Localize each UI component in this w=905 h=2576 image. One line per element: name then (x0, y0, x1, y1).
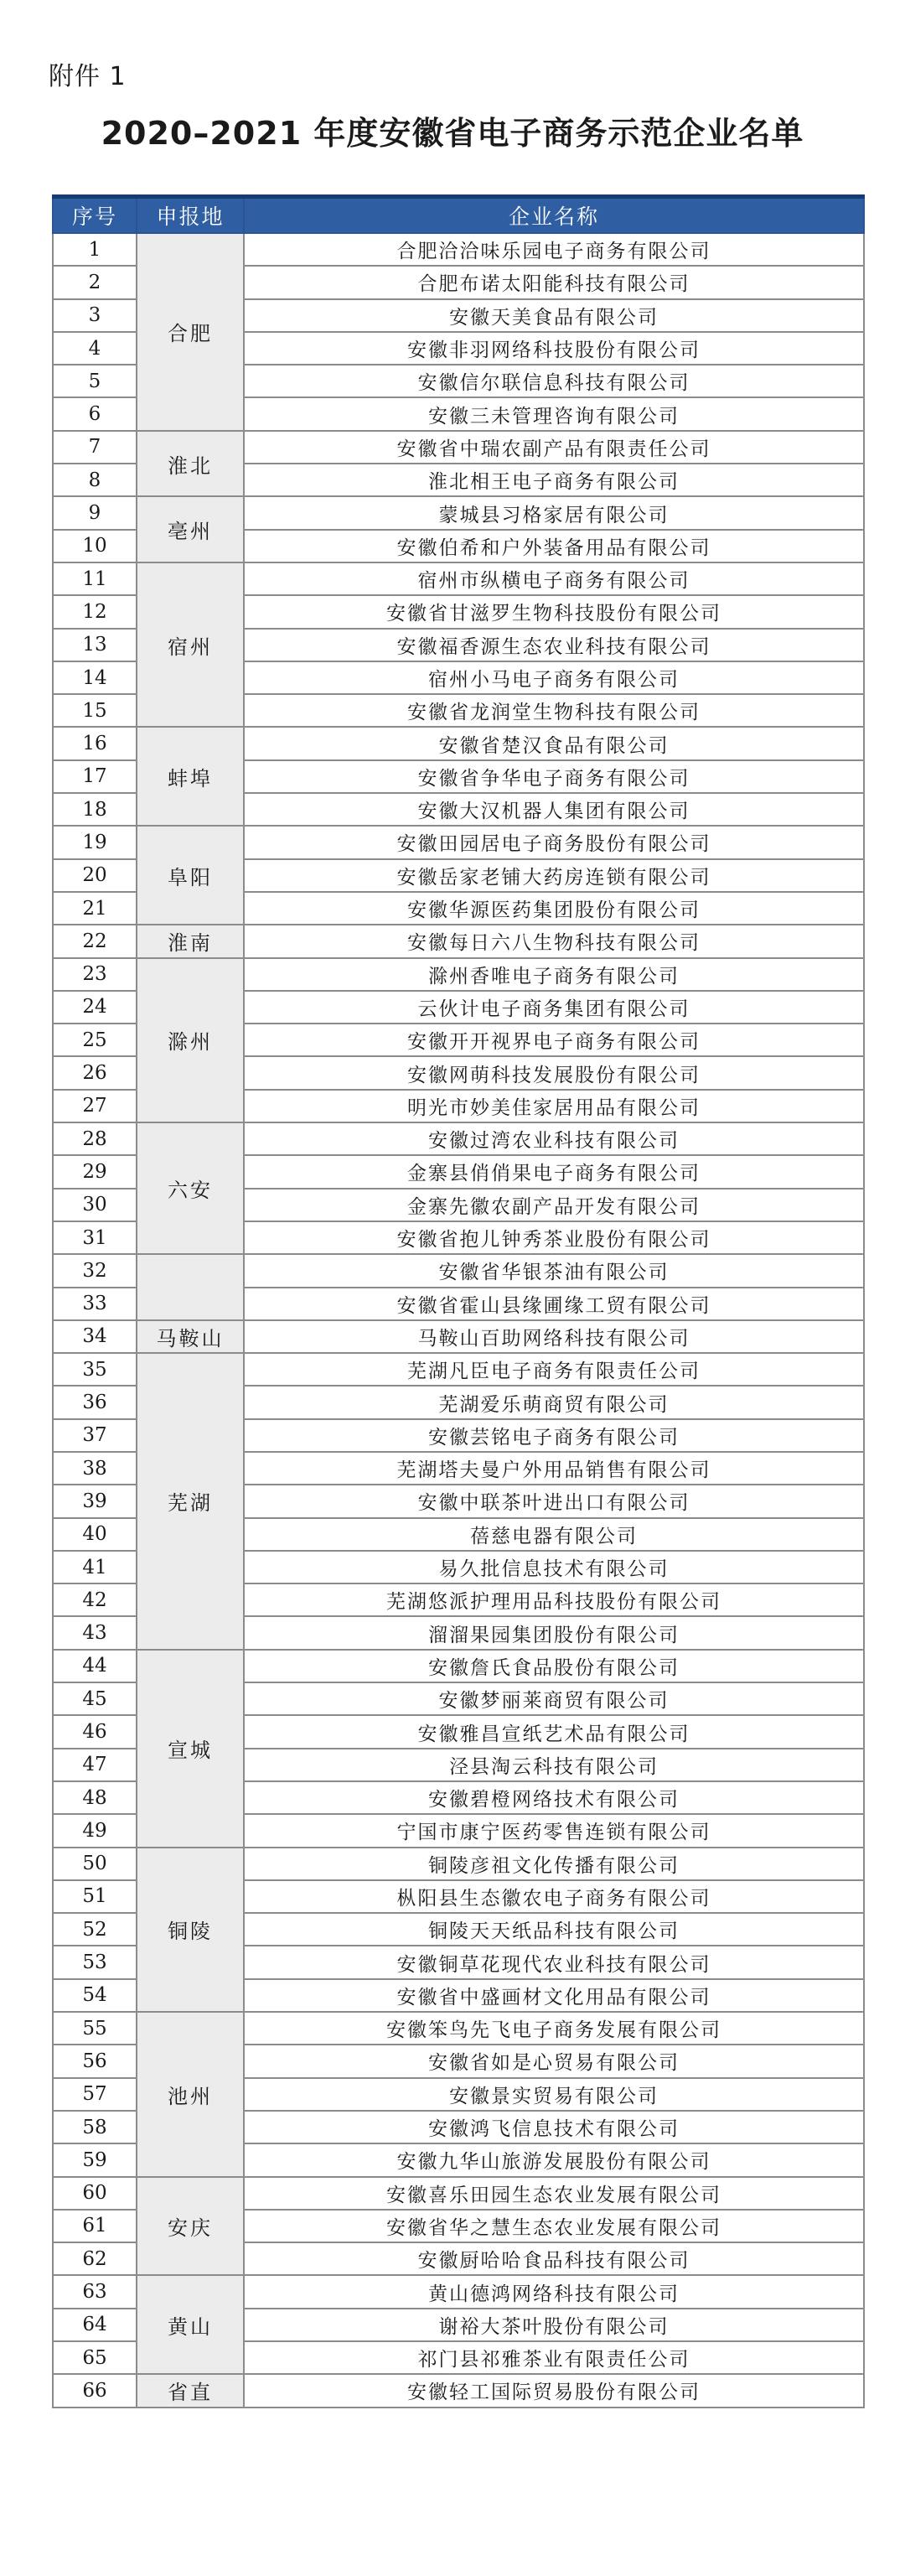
row-number: 26 (53, 1056, 137, 1089)
table-row (53, 727, 864, 759)
company-name: 祁门县祁雅茶业有限责任公司 (244, 2341, 864, 2374)
row-number: 52 (53, 1913, 137, 1946)
region-cell: 合肥 (137, 233, 244, 431)
region-cell: 阜阳 (137, 826, 244, 925)
region-cell: 滁州 (137, 958, 244, 1122)
company-name: 安徽岳家老铺大药房连锁有限公司 (244, 859, 864, 892)
company-name: 安徽省华银茶油有限公司 (244, 1254, 864, 1287)
table-row (53, 562, 864, 595)
company-name: 安徽梦丽莱商贸有限公司 (244, 1682, 864, 1715)
company-name: 安徽詹氏食品股份有限公司 (244, 1650, 864, 1682)
row-number: 7 (53, 431, 137, 464)
company-name: 安徽网萌科技发展股份有限公司 (244, 1056, 864, 1089)
company-table (52, 194, 865, 2408)
company-name: 安徽省中盛画材文化用品有限公司 (244, 1979, 864, 2012)
company-name: 滁州香唯电子商务有限公司 (244, 958, 864, 991)
company-name: 安徽天美食品有限公司 (244, 299, 864, 332)
row-number: 33 (53, 1288, 137, 1320)
company-name: 安徽省甘滋罗生物科技股份有限公司 (244, 595, 864, 628)
row-number: 18 (53, 793, 137, 826)
company-name: 安徽省如是心贸易有限公司 (244, 2045, 864, 2077)
company-name: 蓓慈电器有限公司 (244, 1518, 864, 1551)
row-number: 60 (53, 2177, 137, 2210)
row-number: 55 (53, 2012, 137, 2045)
company-name: 安徽省抱儿钟秀茶业股份有限公司 (244, 1221, 864, 1254)
row-number: 57 (53, 2078, 137, 2111)
region-cell: 亳州 (137, 496, 244, 562)
row-number: 35 (53, 1353, 137, 1386)
table-row (53, 1848, 864, 1880)
attachment-label: 附件 1 (49, 62, 127, 91)
table-row (53, 2374, 864, 2407)
row-number: 6 (53, 397, 137, 430)
row-number: 25 (53, 1024, 137, 1056)
row-number: 41 (53, 1551, 137, 1583)
region-cell: 淮南 (137, 925, 244, 957)
row-number: 20 (53, 859, 137, 892)
table-body (53, 233, 864, 2408)
company-name: 安徽大汉机器人集团有限公司 (244, 793, 864, 826)
row-number: 48 (53, 1781, 137, 1814)
company-name: 合肥布诺太阳能科技有限公司 (244, 266, 864, 298)
company-name: 安徽省争华电子商务有限公司 (244, 760, 864, 793)
company-name: 安徽笨鸟先飞电子商务发展有限公司 (244, 2012, 864, 2045)
region-cell: 淮北 (137, 431, 244, 497)
row-number: 15 (53, 694, 137, 727)
row-number: 63 (53, 2275, 137, 2308)
company-name: 安徽三未管理咨询有限公司 (244, 397, 864, 430)
company-name: 马鞍山百助网络科技有限公司 (244, 1320, 864, 1353)
company-name: 安徽省中瑞农副产品有限责任公司 (244, 431, 864, 464)
row-number: 21 (53, 892, 137, 925)
row-number: 10 (53, 530, 137, 562)
company-name: 安徽景实贸易有限公司 (244, 2078, 864, 2111)
table-row (53, 2275, 864, 2308)
row-number: 47 (53, 1749, 137, 1781)
company-name: 溜溜果园集团股份有限公司 (244, 1616, 864, 1649)
company-name: 安徽省霍山县缘圃缘工贸有限公司 (244, 1288, 864, 1320)
company-name: 宿州小马电子商务有限公司 (244, 661, 864, 694)
header-company: 企业名称 (244, 197, 864, 234)
row-number: 29 (53, 1155, 137, 1188)
row-number: 17 (53, 760, 137, 793)
company-name: 铜陵彦祖文化传播有限公司 (244, 1848, 864, 1880)
company-name: 芜湖凡臣电子商务有限责任公司 (244, 1353, 864, 1386)
company-name: 安徽信尔联信息科技有限公司 (244, 365, 864, 397)
company-name: 芜湖塔夫曼户外用品销售有限公司 (244, 1452, 864, 1485)
row-number: 4 (53, 332, 137, 365)
company-name: 宿州市纵横电子商务有限公司 (244, 562, 864, 595)
row-number: 13 (53, 629, 137, 661)
company-name: 黄山德鸿网络科技有限公司 (244, 2275, 864, 2308)
row-number: 64 (53, 2309, 137, 2341)
company-name: 安徽省华之慧生态农业发展有限公司 (244, 2210, 864, 2242)
row-number: 44 (53, 1650, 137, 1682)
row-number: 54 (53, 1979, 137, 2012)
table-row (53, 2012, 864, 2045)
company-name: 蒙城县习格家居有限公司 (244, 496, 864, 529)
table-row (53, 958, 864, 991)
company-name: 安徽华源医药集团股份有限公司 (244, 892, 864, 925)
row-number: 32 (53, 1254, 137, 1287)
region-cell: 安庆 (137, 2177, 244, 2276)
row-number: 31 (53, 1221, 137, 1254)
row-number: 9 (53, 496, 137, 529)
row-number: 66 (53, 2374, 137, 2407)
company-name: 枞阳县生态徽农电子商务有限公司 (244, 1880, 864, 1913)
region-cell (137, 1254, 244, 1320)
row-number: 50 (53, 1848, 137, 1880)
row-number: 61 (53, 2210, 137, 2242)
company-name: 安徽雅昌宣纸艺术品有限公司 (244, 1715, 864, 1748)
table-row (53, 1254, 864, 1287)
company-name: 安徽芸铭电子商务有限公司 (244, 1419, 864, 1452)
company-name: 安徽厨哈哈食品科技有限公司 (244, 2242, 864, 2275)
row-number: 14 (53, 661, 137, 694)
table-row (53, 2177, 864, 2210)
region-cell: 宣城 (137, 1650, 244, 1848)
table-row (53, 1353, 864, 1386)
row-number: 65 (53, 2341, 137, 2374)
row-number: 19 (53, 826, 137, 858)
row-number: 11 (53, 562, 137, 595)
company-name: 安徽省楚汉食品有限公司 (244, 727, 864, 759)
row-number: 46 (53, 1715, 137, 1748)
company-name: 安徽非羽网络科技股份有限公司 (244, 332, 864, 365)
row-number: 59 (53, 2143, 137, 2176)
company-name: 安徽田园居电子商务股份有限公司 (244, 826, 864, 858)
table-row (53, 1320, 864, 1353)
company-name: 金寨先徽农副产品开发有限公司 (244, 1189, 864, 1221)
region-cell: 省直 (137, 2374, 244, 2407)
company-name: 合肥洽洽味乐园电子商务有限公司 (244, 233, 864, 266)
row-number: 12 (53, 595, 137, 628)
row-number: 16 (53, 727, 137, 759)
company-name: 铜陵天天纸品科技有限公司 (244, 1913, 864, 1946)
company-name: 安徽过湾农业科技有限公司 (244, 1122, 864, 1155)
row-number: 3 (53, 299, 137, 332)
company-name: 金寨县俏俏果电子商务有限公司 (244, 1155, 864, 1188)
row-number: 30 (53, 1189, 137, 1221)
region-cell: 铜陵 (137, 1848, 244, 2012)
row-number: 24 (53, 991, 137, 1024)
row-number: 56 (53, 2045, 137, 2077)
table-row (53, 431, 864, 464)
table-row (53, 496, 864, 529)
region-cell: 黄山 (137, 2275, 244, 2374)
row-number: 5 (53, 365, 137, 397)
company-name: 安徽省龙润堂生物科技有限公司 (244, 694, 864, 727)
company-name: 淮北相王电子商务有限公司 (244, 464, 864, 496)
region-cell: 六安 (137, 1122, 244, 1254)
row-number: 1 (53, 233, 137, 266)
row-number: 22 (53, 925, 137, 957)
region-cell: 蚌埠 (137, 727, 244, 826)
row-number: 37 (53, 1419, 137, 1452)
table-row (53, 233, 864, 266)
region-cell: 芜湖 (137, 1353, 244, 1650)
row-number: 8 (53, 464, 137, 496)
row-number: 27 (53, 1090, 137, 1122)
row-number: 34 (53, 1320, 137, 1353)
company-name: 泾县淘云科技有限公司 (244, 1749, 864, 1781)
company-name: 安徽开开视界电子商务有限公司 (244, 1024, 864, 1056)
row-number: 23 (53, 958, 137, 991)
company-name: 芜湖悠派护理用品科技股份有限公司 (244, 1583, 864, 1616)
company-name: 安徽轻工国际贸易股份有限公司 (244, 2374, 864, 2407)
row-number: 39 (53, 1485, 137, 1517)
header-region: 申报地 (137, 197, 244, 234)
table-row (53, 826, 864, 858)
row-number: 42 (53, 1583, 137, 1616)
table-row (53, 1122, 864, 1155)
table-row (53, 925, 864, 957)
row-number: 58 (53, 2111, 137, 2143)
company-name: 安徽福香源生态农业科技有限公司 (244, 629, 864, 661)
company-name: 安徽每日六八生物科技有限公司 (244, 925, 864, 957)
row-number: 49 (53, 1814, 137, 1847)
document-title: 2020–2021 年度安徽省电子商务示范企业名单 (101, 115, 804, 152)
company-name: 芜湖爱乐萌商贸有限公司 (244, 1386, 864, 1418)
header-no: 序号 (53, 197, 137, 234)
row-number: 43 (53, 1616, 137, 1649)
company-name: 谢裕大茶叶股份有限公司 (244, 2309, 864, 2341)
company-name: 安徽中联茶叶进出口有限公司 (244, 1485, 864, 1517)
company-name: 安徽伯希和户外装备用品有限公司 (244, 530, 864, 562)
row-number: 40 (53, 1518, 137, 1551)
row-number: 53 (53, 1946, 137, 1978)
company-name: 安徽喜乐田园生态农业发展有限公司 (244, 2177, 864, 2210)
company-name: 云伙计电子商务集团有限公司 (244, 991, 864, 1024)
company-name: 安徽铜草花现代农业科技有限公司 (244, 1946, 864, 1978)
region-cell: 宿州 (137, 562, 244, 727)
row-number: 51 (53, 1880, 137, 1913)
company-name: 明光市妙美佳家居用品有限公司 (244, 1090, 864, 1122)
row-number: 28 (53, 1122, 137, 1155)
table-header-row (53, 197, 864, 234)
row-number: 36 (53, 1386, 137, 1418)
row-number: 2 (53, 266, 137, 298)
company-name: 易久批信息技术有限公司 (244, 1551, 864, 1583)
region-cell: 马鞍山 (137, 1320, 244, 1353)
region-cell: 池州 (137, 2012, 244, 2176)
company-name: 安徽九华山旅游发展股份有限公司 (244, 2143, 864, 2176)
table-row (53, 1650, 864, 1682)
company-name: 宁国市康宁医药零售连锁有限公司 (244, 1814, 864, 1847)
row-number: 45 (53, 1682, 137, 1715)
company-name: 安徽鸿飞信息技术有限公司 (244, 2111, 864, 2143)
row-number: 62 (53, 2242, 137, 2275)
company-name: 安徽碧橙网络技术有限公司 (244, 1781, 864, 1814)
row-number: 38 (53, 1452, 137, 1485)
